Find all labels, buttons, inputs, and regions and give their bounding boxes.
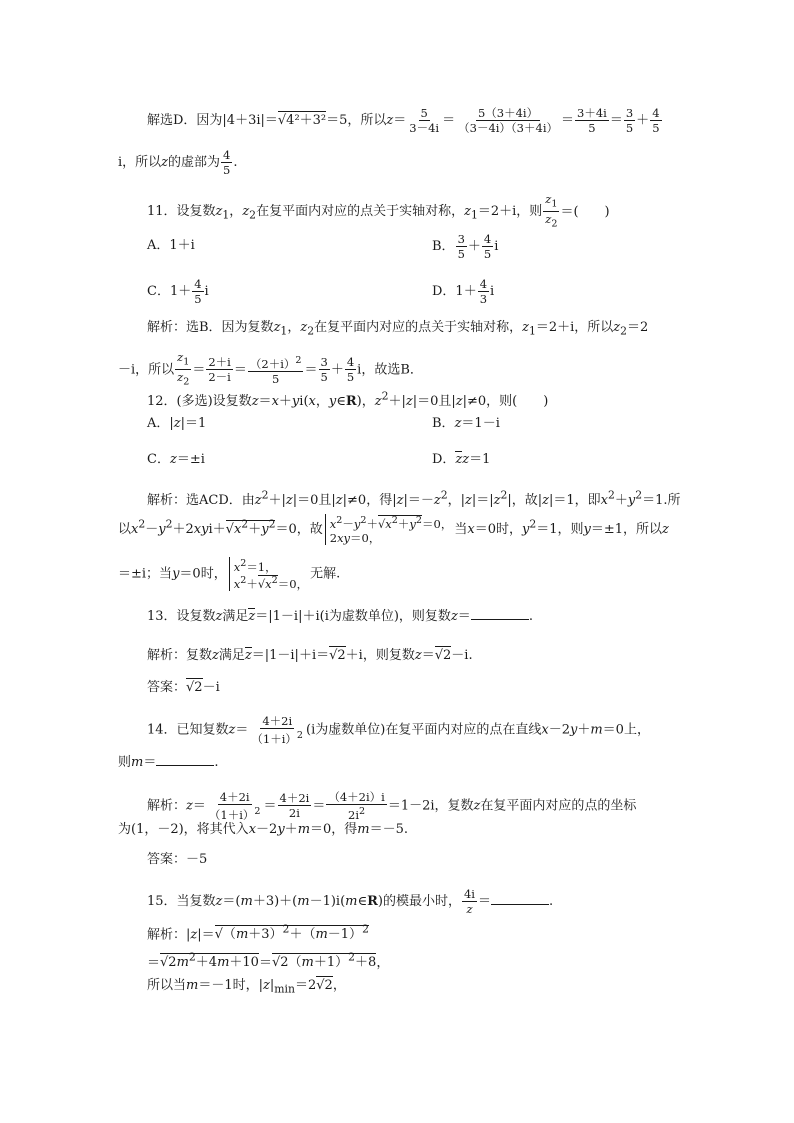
analysis-11-line2: －i，所以 $\frac{z_1}{z_2}$ ＝ $\frac{2+i}{2-i}$ ＝ $\frac{(2+i)^2}{5}$ ＝ $\frac{3}{5}$ ＋ $\frac{4}{5}$ i，故选B． [118, 350, 423, 388]
option-12-D: D．zz＝1 [432, 452, 491, 467]
option-12-A: A．|z|＝1 [147, 416, 207, 431]
analysis-12-line1: 解析：选ACD．由$z^2+|z|=0$且|z|≠0，得$|z|=-z^2$，$|z|=|z^2|$，故|z|＝1，即$x^2+y^2=1$.所 [147, 489, 681, 509]
option-12-B: B．z＝1－i [432, 416, 500, 431]
question-14-line2: 则m＝ . [118, 752, 219, 773]
analysis-15-line2: $=√2m^2+4m+10=√2(m+1)^2+8$， [147, 951, 390, 971]
analysis-12-line2: 以$x^2-y^2+2xyi+√x^2+y^2=0$，故 $x^2-y^2+√x^2+y^2=0$， 2xy＝0， 当x＝0时，$y^2=1$，则y＝±1，所以z [118, 515, 669, 545]
analysis-11-line1: 解析：选B．因为复数$z_1$，$z_2$在复平面内对应的点关于实轴对称，$z_1=2+i$，所以$z_2=2$ [147, 320, 649, 338]
option-11-B: B． $\frac{3}{5}$ ＋ $\frac{4}{5}$ i [432, 232, 499, 261]
line-02: i，所以z的虚部为 $\frac{4}{5}$ . [118, 148, 238, 177]
answer-14: 答案：－5 [147, 852, 208, 867]
analysis-12-line3: ＝±i；当y＝0时， $x^2=1$， $x^2+√x^2=0$， 无解. [118, 558, 341, 591]
question-15: 15．当复数z＝(m＋3)＋(m－1)i(m∈R)的模最小时， $\frac{4i}{z}$ ＝ . [147, 887, 554, 916]
question-14-line1: 14．已知复数z＝ $\frac{4+2i}{(1+i)^2}$ (i为虚数单位)在复平面内对应的点在直线x－2y＋m＝0上， [147, 714, 650, 746]
option-11-A: A．1＋i [147, 238, 195, 253]
analysis-15-line3: 所以当m＝－1时，$|z|_{min}=2√2$， [147, 978, 346, 996]
question-11: 11．设复数$z_1$，$z_2$在复平面内对应的点关于实轴对称，$z_1=2+i$，则 $\frac{z_1}{z_2}$ ＝( ) [147, 192, 610, 230]
analysis-15-line1: 解析：$|z|=√(m+3)^2+(m-1)^2$ [147, 923, 369, 943]
option-11-D: D．1＋ $\frac{4}{3}$ i [432, 277, 495, 306]
option-11-C: C．1＋ $\frac{4}{5}$ i [147, 277, 209, 306]
analysis-13: 解析：复数z满足z＝|1－i|＋i＝√2＋i，则复数z＝√2－i. [147, 648, 473, 663]
question-13: 13．设复数z满足z＝|1－i|＋i(i为虚数单位)，则复数z＝ . [147, 606, 533, 627]
answer-13: 答案：√2－i [147, 680, 220, 695]
question-12: 12．(多选)设复数z＝x＋yi(x，y∈R)，$z^2+|z|=0$且|z|≠0，则( ) [147, 390, 549, 410]
analysis-14-line2: 为(1，－2)，将其代入x－2y＋m＝0，得m＝－5. [118, 822, 409, 837]
line-01: 解选D．因为|4＋3i|＝√4²＋3²＝5，所以z＝ $\frac{5}{3-4i}$ ＝ $\frac{5(3+4i)}{(3-4i)(3+4i)}$ ＝ $\frac{3+4i}{5}$ ＝ $\frac{3}{5}$ ＋ $\frac{4}{5}$ [147, 106, 660, 135]
analysis-14-line1: 解析：z＝ $\frac{4+2i}{(1+i)^2}$ ＝ $\frac{4+2i}{2i}$ ＝ $\frac{(4+2i)i}{2i^2}$ ＝1－2i，复数z在复平面内对应的点的坐标 [147, 790, 637, 822]
option-12-C: C．z＝±i [147, 452, 205, 467]
